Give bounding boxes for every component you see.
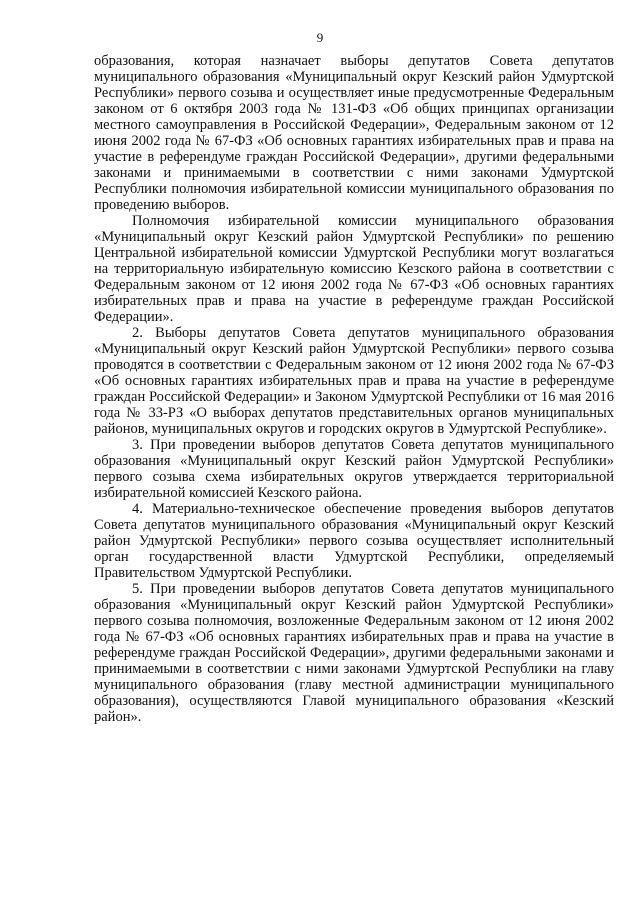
paragraph-2-elections: 2. Выборы депутатов Совета депутатов муниципального образования «Муниципальный округ Кезский район Удмуртской Республики» первого созыва проводятся в соответствии с Федеральным законом от 12 июня 2002 года № 67-ФЗ «Об основных гарантиях избирательных прав и права на участие в референдуме граждан Российской Федерации» и Законом Удмуртской Республики от 16 мая 2016 года № 33-РЗ «О выборах депутатов представительных органов муниципальных районов, муниципальных округов и городских округов в Удмуртской Республике». [94, 325, 614, 437]
paragraph-5-head-powers: 5. При проведении выборов депутатов Совета депутатов муниципального образования «Муниципальный округ Кезский район Удмуртской Республики» первого созыва полномочия, возложенные Федеральным законом от 12 июня 2002 года № 67-ФЗ «Об основных гарантиях избирательных прав и права на участие в референдуме граждан Российской Федерации», другими федеральными законами и принимаемыми в соответствии с ними законами Удмуртской Республики на главу муниципального образования (главу местной администрации муниципального образования), осуществляются Главой муниципального образования «Кезский район». [94, 581, 614, 725]
paragraph-4-logistics: 4. Материально-техническое обеспечение проведения выборов депутатов Совета депутатов муниципального образования «Муниципальный округ Кезский район Удмуртской Республики» первого созыва осуществляет исполнительный орган государственной власти Удмуртской Республики, определяемый Правительством Удмуртской Республики. [94, 501, 614, 581]
document-body [94, 53, 614, 725]
page-number: 9 [316, 30, 324, 45]
paragraph-commission-powers: Полномочия избирательной комиссии муниципального образования «Муниципальный округ Кезский район Удмуртской Республики» по решению Центральной избирательной комиссии Удмуртской Республики могут возлагаться на территориальную избирательную комиссию Кезского района в соответствии с Федеральным законом от 12 июня 2002 года № 67-ФЗ «Об основных гарантиях избирательных прав и права на участие в референдуме граждан Российской Федерации». [94, 213, 614, 325]
paragraph-3-districts: 3. При проведении выборов депутатов Совета депутатов муниципального образования «Муниципальный округ Кезский район Удмуртской Республики» первого созыва схема избирательных округов утверждается территориальной избирательной комиссией Кезского района. [94, 437, 614, 501]
paragraph-continuation: образования, которая назначает выборы депутатов Совета депутатов муниципального образования «Муниципальный округ Кезский район Удмуртской Республики» первого созыва и осуществляет иные предусмотренные Федеральным законом от 6 октября 2003 года № 131-ФЗ «Об общих принципах организации местного самоуправления в Российской Федерации», Федеральным законом от 12 июня 2002 года № 67-ФЗ «Об основных гарантиях избирательных прав и права на участие в референдуме граждан Российской Федерации», другими федеральными законами и принимаемыми в соответствии с ними законами Удмуртской Республики полномочия избирательной комиссии муниципального образования по проведению выборов. [94, 53, 614, 213]
